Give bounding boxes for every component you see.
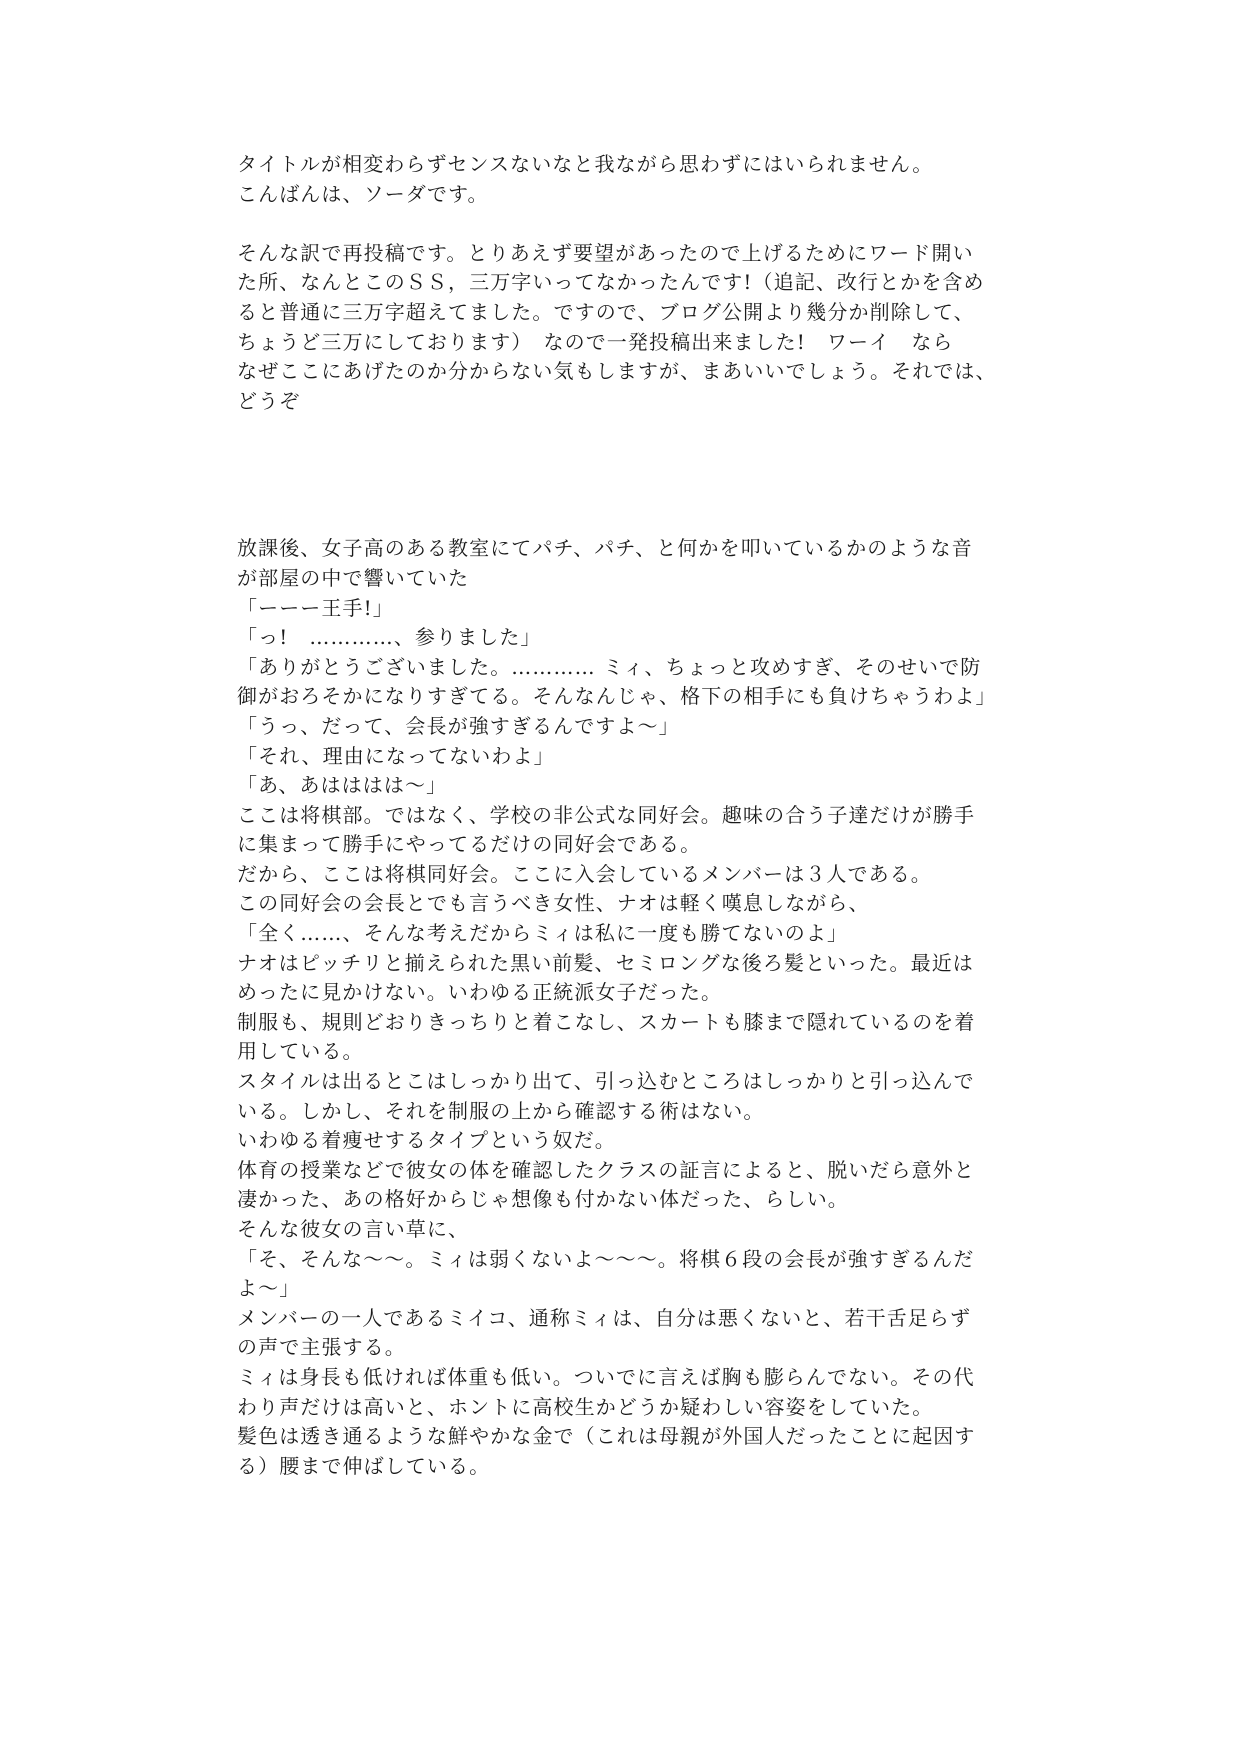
- story-line: ナオはピッチリと揃えられた黒い前髪、セミロングな後ろ髪といった。最近は: [237, 950, 974, 975]
- story-section: [237, 534, 1007, 1481]
- story-line: スタイルは出るとこはしっかり出て、引っ込むところはしっかりと引っ込んで: [237, 1069, 975, 1094]
- preface-line: そんな訳で再投稿です。とりあえず要望があったので上げるためにワード開い: [237, 240, 974, 265]
- story-line: 体育の授業などで彼女の体を確認したクラスの証言によると、脱いだら意外と: [237, 1157, 975, 1182]
- story-line: ミィは身長も低ければ体重も低い。ついでに言えば胸も膨らんでない。その代: [237, 1364, 975, 1389]
- story-line: る）腰まで伸ばしている。: [237, 1453, 491, 1478]
- preface-line: ると普通に三万字超えてました。ですので、ブログ公開より幾分か削除して、: [237, 299, 975, 324]
- story-line: 髪色は透き通るような鮮やかな金で（これは母親が外国人だったことに起因す: [237, 1424, 976, 1449]
- preface-line: どうぞ: [237, 388, 301, 413]
- story-line: 「あ、あはははは〜」: [237, 773, 448, 798]
- story-line: この同好会の会長とでも言うべき女性、ナオは軽く嘆息しながら、: [237, 891, 870, 916]
- preface-line: こんばんは、ソーダです。: [237, 181, 489, 206]
- blank-line: [237, 209, 1007, 239]
- story-line: 「っ! …………、参りました」: [237, 625, 542, 650]
- story-line: 「それ、理由になってないわよ」: [237, 743, 555, 768]
- story-line: が部屋の中で響いていた: [237, 565, 470, 590]
- story-line: そんな彼女の言い草に、: [237, 1217, 470, 1241]
- story-line: に集まって勝手にやってるだけの同好会である。: [237, 832, 702, 857]
- story-line: 御がおろそかになりすぎてる。そんなんじゃ、格下の相手にも負けちゃうわよ」: [237, 684, 997, 709]
- document-page: [237, 150, 1007, 1481]
- story-line: いる。しかし、それを制服の上から確認する術はない。: [237, 1098, 765, 1123]
- story-line: 「ーーー王手!」: [237, 595, 394, 620]
- story-line: 用している。: [237, 1039, 364, 1064]
- preface-line: なぜここにあげたのか分からない気もしますが、まあいいでしょう。それでは、: [237, 359, 997, 384]
- story-line: ここは将棋部。ではなく、学校の非公式な同好会。趣味の合う子達だけが勝手: [237, 802, 976, 827]
- story-line: わり声だけは高いと、ホントに高校生かどうか疑わしい容姿をしていた。: [237, 1394, 934, 1419]
- section-gap: [237, 416, 1007, 534]
- story-line: 「うっ、だって、会長が強すぎるんですよ〜」: [237, 713, 680, 738]
- story-line: よ〜」: [237, 1276, 301, 1301]
- story-line: だから、ここは将棋同好会。ここに入会しているメンバーは３人である。: [237, 861, 932, 886]
- story-line: 「ありがとうございました。………… ミィ、ちょっと攻めすぎ、そのせいで防: [237, 654, 982, 679]
- story-line: 制服も、規則どおりきっちりと着こなし、スカートも膝まで隠れているのを着: [237, 1009, 976, 1034]
- preface-line: ちょうど三万にしております） なので一発投稿出来ました! ワーイ なら: [237, 329, 954, 354]
- story-line: 「全く……、そんな考えだからミィは私に一度も勝てないのよ」: [237, 921, 849, 946]
- story-line: めったに見かけない。いわゆる正統派女子だった。: [237, 980, 723, 1005]
- story-line: 放課後、女子高のある教室にてパチ、パチ、と何かを叩いているかのような音: [237, 536, 973, 561]
- story-line: 凄かった、あの格好からじゃ想像も付かない体だった、らしい。: [237, 1187, 849, 1212]
- preface-section: [237, 150, 1007, 416]
- story-line: メンバーの一人であるミイコ、通称ミィは、自分は悪くないと、若干舌足らず: [237, 1305, 972, 1330]
- preface-line: た所、なんとこのＳＳ，三万字いってなかったんです!（追記、改行とかを含め: [237, 270, 985, 295]
- story-line: の声で主張する。: [237, 1335, 406, 1360]
- story-line: いわゆる着痩せするタイプという奴だ。: [237, 1128, 616, 1153]
- story-line: 「そ、そんな〜〜。ミィは弱くないよ〜〜〜。将棋６段の会長が強すぎるんだ: [237, 1246, 975, 1271]
- preface-line: タイトルが相変わらずセンスないなと我ながら思わずにはいられません。: [237, 152, 934, 176]
